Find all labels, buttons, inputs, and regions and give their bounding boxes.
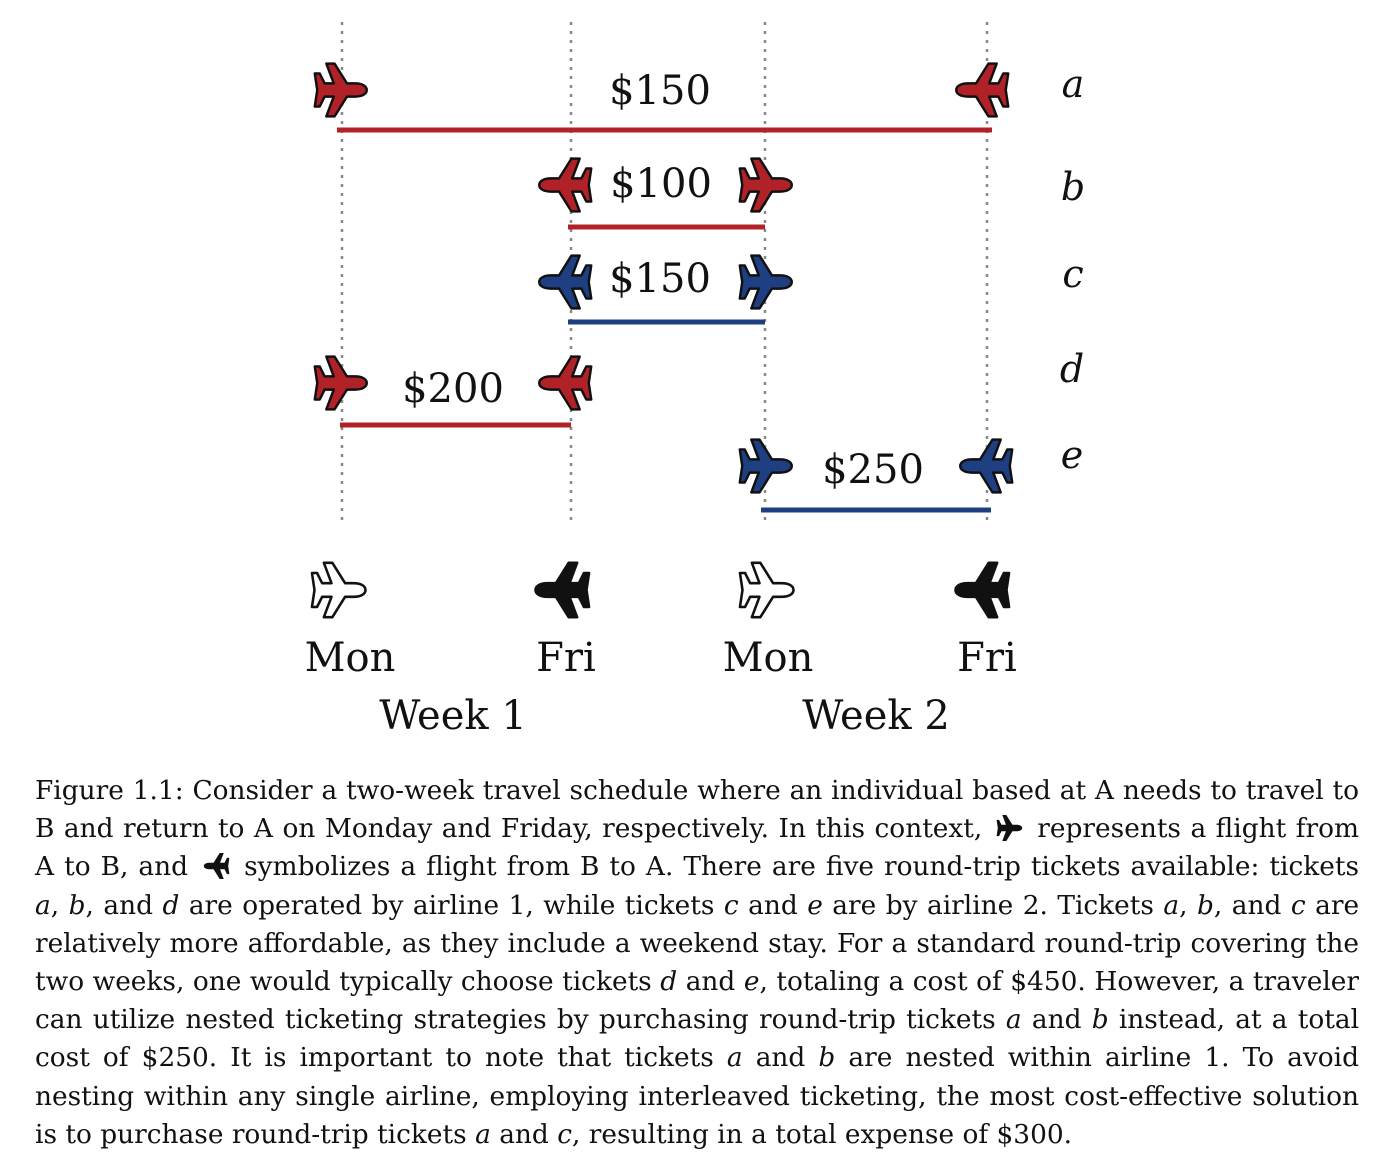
ticket-c-price: $150 xyxy=(609,256,711,302)
week-label-1: Week 1 xyxy=(379,693,527,739)
plane-left-icon xyxy=(539,357,591,410)
plane-right-icon xyxy=(315,64,367,117)
ticket-b-label: b xyxy=(1060,165,1086,209)
plane-left-icon xyxy=(956,64,1008,117)
ticket-e-label: e xyxy=(1060,433,1084,477)
ticket-e xyxy=(740,433,1083,510)
day-label-week1-mon: Mon xyxy=(304,635,396,681)
plane-right-icon xyxy=(315,357,367,410)
ticket-d-label: d xyxy=(1059,347,1085,391)
ticket-d-price: $200 xyxy=(402,366,504,412)
day-axis xyxy=(305,563,1017,739)
day-label-week2-mon: Mon xyxy=(722,635,814,681)
day-label-week2-fri: Fri xyxy=(957,635,1017,681)
ticket-a-label: a xyxy=(1061,62,1085,106)
plane-left-icon xyxy=(956,563,1010,617)
ticket-b xyxy=(539,159,1085,227)
week-label-2: Week 2 xyxy=(802,693,950,739)
ticket-d xyxy=(315,347,1084,425)
ticket-c-label: c xyxy=(1062,252,1084,296)
ticket-e-price: $250 xyxy=(822,447,924,493)
ticket-b-price: $100 xyxy=(610,161,712,207)
plane-right-icon xyxy=(740,440,792,493)
plane-left-icon xyxy=(960,440,1012,493)
figure-caption: Figure 1.1: Consider a two-week travel schedule where an individual based at A needs to travel to B and return to A on Monday and Friday, respectively. In this context, represents a flight from A to B, and symbolizes a flight from B to A. There are five round-trip tickets available: tickets a, b, and d are operated by airline 1, while tickets c and e are by airline 2. Tickets a, b, and c are relatively more affordable, as they include a weekend stay. For a standard round-trip covering the two weeks, one would typically choose tickets d and e, totaling a cost of $450. However, a traveler can utilize nested ticketing strategies by purchasing round-trip tickets a and b instead, at a total cost of $250. It is important to note that tickets a and b are nested within airline 1. To avoid nesting within any single airline, employing interleaved ticketing, the most cost-effective solution is to purchase round-trip tickets a and c, resulting in a total expense of $300. xyxy=(35,775,1360,1150)
day-label-week1-fri: Fri xyxy=(536,635,596,681)
ticket-c xyxy=(539,252,1083,322)
plane-right-icon xyxy=(740,159,792,212)
plane-left-icon xyxy=(539,159,591,212)
plane-left-icon xyxy=(536,563,590,617)
ticket-a xyxy=(315,62,1085,130)
plane-right-icon xyxy=(740,563,794,617)
plane-right-icon xyxy=(992,815,1028,841)
plane-left-icon xyxy=(539,256,591,309)
plane-right-icon xyxy=(312,563,366,617)
plane-right-icon xyxy=(740,256,792,309)
plane-left-icon xyxy=(198,853,234,879)
ticket-a-price: $150 xyxy=(609,68,711,114)
